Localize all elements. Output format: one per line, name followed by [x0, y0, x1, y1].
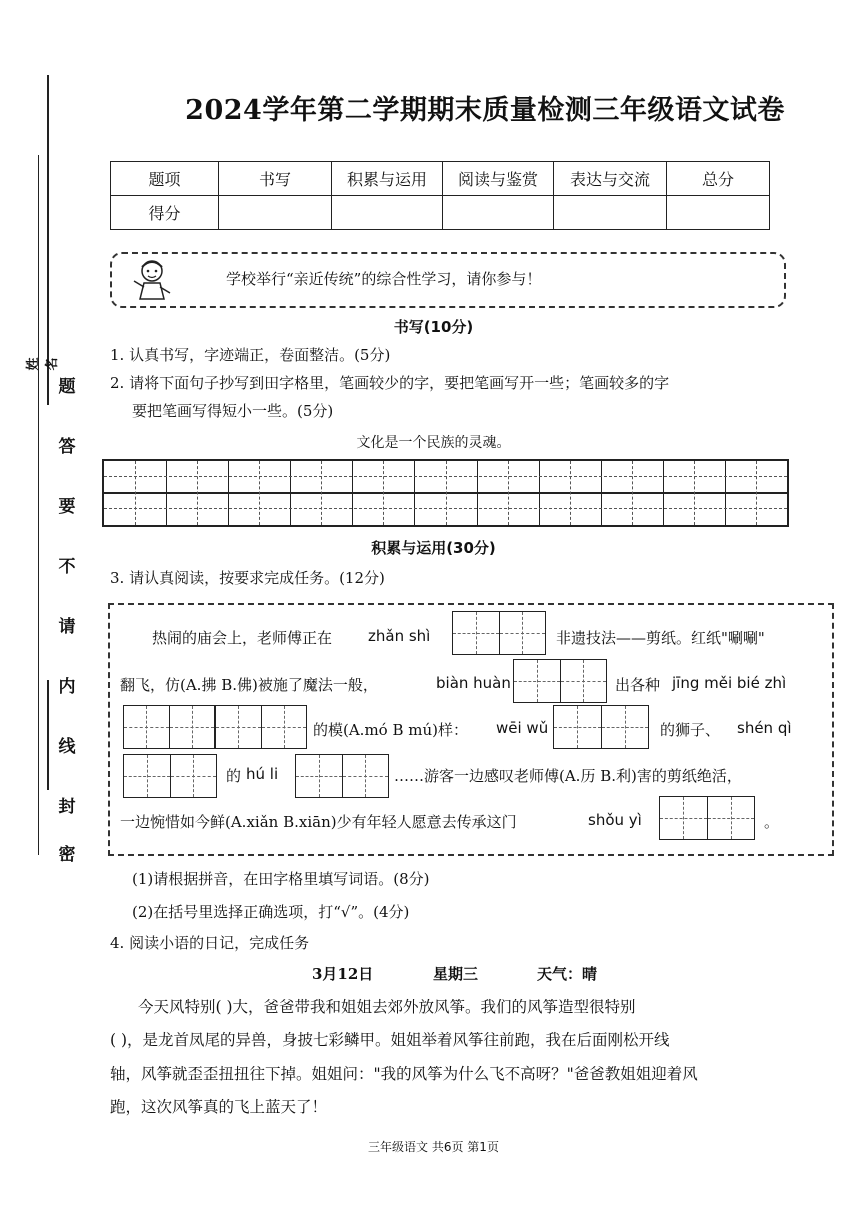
- margin-char-9: 密: [58, 845, 76, 865]
- score-cell[interactable]: [667, 196, 770, 230]
- passage-line2-a: [120, 674, 378, 695]
- diary-weekday: 星期三: [433, 965, 479, 983]
- grid-column-line: [290, 461, 291, 525]
- diary-line-2: ( )，是龙首凤尾的异兽，身披七彩鳞甲。姐姐举着风筝往前跑，我在后面刚松开线: [110, 1031, 670, 1049]
- pinyin-shenqi: shén qì: [737, 719, 792, 737]
- page-footer: 三年级语文 共6页 第1页: [368, 1140, 499, 1154]
- margin-char-5: 请: [58, 617, 76, 637]
- diary-line-3: 轴，风筝就歪歪扭扭往下掉。姐姐问："我的风筝为什么飞不高呀？"爸爸教姐姐迎着风: [110, 1065, 698, 1083]
- name-label: 姓名: [26, 357, 60, 371]
- passage-line1-b: 非遗技法——剪纸。红纸"唰唰": [556, 629, 765, 647]
- score-table-header-row: [111, 162, 770, 196]
- score-header: 积累与运用: [332, 162, 443, 196]
- pinyin-weiwu: wēi wǔ: [496, 719, 549, 737]
- passage-line5-a: 一边惋惜如今鲜(A.xiǎn B.xiān)少有年轻人愿意去传承这门: [120, 813, 517, 831]
- tianzi-bianhuan[interactable]: [513, 659, 607, 703]
- writing-grid[interactable]: [102, 459, 789, 527]
- diary-date: 3月12日: [312, 965, 374, 983]
- tianzi-zhanshi[interactable]: [452, 611, 546, 655]
- grid-column-line: [694, 461, 695, 525]
- tianzi-weiwu[interactable]: [553, 705, 649, 749]
- passage-line2-b: 出各种: [615, 676, 661, 694]
- copy-sentence: 文化是一个民族的灵魂。: [356, 435, 511, 451]
- score-cell[interactable]: [332, 196, 443, 230]
- student-mascot-icon: [128, 257, 176, 301]
- grid-column-line: [508, 461, 509, 525]
- pinyin-shouyi: shǒu yì: [588, 811, 642, 829]
- score-table-score-row: [111, 196, 770, 230]
- question-2-line1: 2. 请将下面句子抄写到田字格里，笔画较少的字，要把笔画写开一些；笔画较多的字: [110, 374, 670, 392]
- grid-column-line: [197, 461, 198, 525]
- score-header: 阅读与鉴赏: [443, 162, 554, 196]
- grid-column-line: [414, 461, 415, 525]
- binding-line-right-lower: [47, 680, 49, 790]
- score-cell[interactable]: [554, 196, 667, 230]
- sub-question-1: (1)请根据拼音，在田字格里填写词语。(8分): [132, 870, 430, 888]
- grid-column-line: [321, 461, 322, 525]
- tianzi-biezhi[interactable]: [215, 705, 307, 749]
- margin-char-7: 线: [58, 737, 76, 757]
- grid-column-line: [632, 461, 633, 525]
- score-header: 表达与交流: [554, 162, 667, 196]
- grid-column-line: [570, 461, 571, 525]
- passage-line3-b: 的狮子、: [660, 721, 721, 739]
- pinyin-jingmeibiezhi: jīng měi bié zhì: [672, 674, 787, 692]
- diary-line-4: 跑，这次风筝真的飞上蓝天了！: [110, 1098, 328, 1116]
- pinyin-bianhuan: biàn huàn: [436, 674, 511, 692]
- passage-line4-b: ……游客一边感叹老师傅(A.历 B.利)害的剪纸绝活，: [394, 767, 742, 785]
- margin-char-4: 不: [58, 557, 76, 577]
- grid-column-line: [725, 461, 726, 525]
- passage-line4-a: 的: [226, 767, 242, 785]
- grid-column-line: [446, 461, 447, 525]
- passage-line5-b: 。: [764, 813, 780, 831]
- margin-char-6: 内: [58, 677, 76, 697]
- margin-char-8: 封: [58, 797, 76, 817]
- grid-column-line: [477, 461, 478, 525]
- grid-dashed-row-line: [104, 508, 787, 509]
- diary-line-1: 今天风特别( )大，爸爸带我和姐姐去郊外放风筝。我们的风筝造型很特别: [138, 998, 636, 1016]
- grid-column-line: [259, 461, 260, 525]
- passage-line2-text: 翻飞，仿(A.拂 B.佛)被施了魔法一般，: [120, 676, 378, 694]
- grid-column-line: [228, 461, 229, 525]
- passage-line1-a: 热闹的庙会上，老师傅正在: [152, 629, 333, 647]
- score-row-label: 得分: [111, 196, 219, 230]
- tianzi-jingmei[interactable]: [123, 705, 215, 749]
- grid-column-line: [663, 461, 664, 525]
- question-2-line2: 要把笔画写得短小一些。(5分): [132, 402, 334, 420]
- pinyin-huli: hú li: [246, 765, 279, 783]
- margin-char-3: 要: [58, 497, 76, 517]
- margin-char-1: 题: [58, 377, 76, 397]
- grid-column-line: [539, 461, 540, 525]
- score-table: [110, 161, 770, 230]
- tianzi-huli[interactable]: [295, 754, 389, 798]
- grid-column-line: [756, 461, 757, 525]
- pinyin-zhanshi: zhǎn shì: [368, 627, 431, 645]
- score-cell[interactable]: [219, 196, 332, 230]
- banner-text: 学校举行“亲近传统”的综合性学习，请你参与！: [226, 270, 542, 288]
- question-1: 1. 认真书写，字迹端正，卷面整洁。(5分): [110, 346, 391, 364]
- question-4: 4. 阅读小语的日记，完成任务: [110, 934, 310, 952]
- sub-question-2: (2)在括号里选择正确选项，打“√”。(4分): [132, 903, 410, 921]
- tianzi-shenqi[interactable]: [123, 754, 217, 798]
- passage-line3-a: 的模(A.mó B mú)样：: [313, 721, 469, 739]
- question-3: 3. 请认真阅读，按要求完成任务。(12分): [110, 569, 385, 587]
- grid-dashed-row-line: [104, 476, 787, 477]
- tianzi-shouyi[interactable]: [659, 796, 755, 840]
- diary-weather: 天气：晴: [537, 965, 598, 983]
- score-header: 书写: [219, 162, 332, 196]
- grid-column-line: [166, 461, 167, 525]
- section-accumulation-title: 积累与运用(30分): [371, 539, 496, 557]
- binding-line-left: [38, 155, 39, 855]
- score-header: 题项: [111, 162, 219, 196]
- score-header: 总分: [667, 162, 770, 196]
- grid-column-line: [383, 461, 384, 525]
- grid-column-line: [601, 461, 602, 525]
- score-cell[interactable]: [443, 196, 554, 230]
- margin-char-2: 答: [58, 437, 76, 457]
- grid-column-line: [352, 461, 353, 525]
- grid-column-line: [135, 461, 136, 525]
- section-writing-title: 书写(10分): [393, 318, 474, 336]
- page-title: 2024学年第二学期期末质量检测三年级语文试卷: [185, 95, 785, 126]
